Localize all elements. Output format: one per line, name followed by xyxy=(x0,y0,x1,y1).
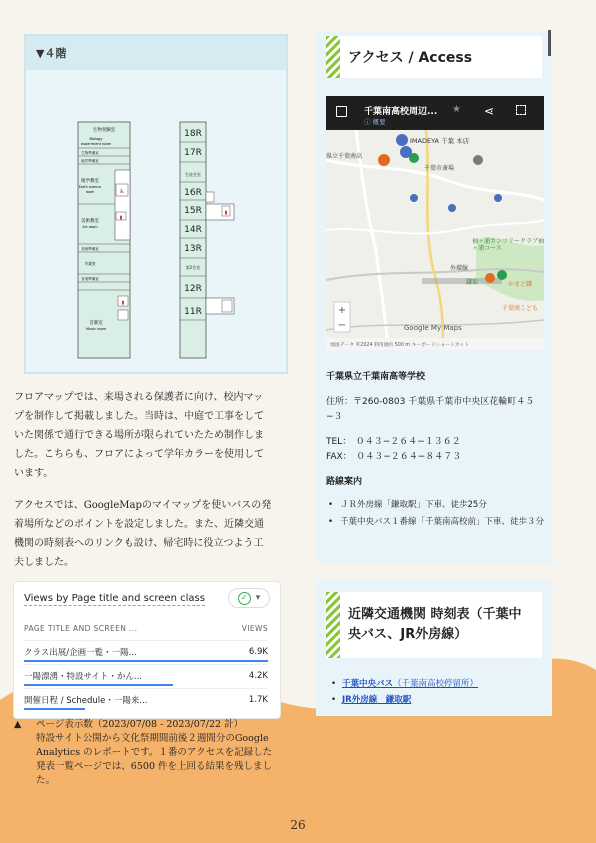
share-icon[interactable]: ⋖ xyxy=(484,104,495,118)
access-card xyxy=(316,32,552,564)
stripe-decoration xyxy=(326,36,340,78)
svg-text:地学教室: 地学教室 xyxy=(81,179,99,184)
svg-text:美術教室: 美術教室 xyxy=(81,219,99,224)
timetable-heading: 近隣交通機関 時刻表（千葉中央バス、JR外房線） xyxy=(326,592,542,658)
access-heading: アクセス / Access xyxy=(326,36,542,78)
svg-text:生物準備室: 生物準備室 xyxy=(81,151,99,155)
access-description: アクセスでは、GoogleMapのマイマップを使いバスの発着場所などのポイントを設定しました。また、近隣交通機関の時刻表へのリンクも設け、帰宅時に役立つよう工夫しました。 xyxy=(14,500,272,568)
table-row[interactable]: 開催日程 / Schedule・一陽来... 1.7K xyxy=(24,688,268,710)
svg-text:11R: 11R xyxy=(184,307,202,317)
map-label-golf: 袖ヶ浦カンツリークラブ袖ヶ浦コース xyxy=(472,238,544,252)
page-number: 26 xyxy=(290,818,306,832)
map-label-kamado: かまど鎌 xyxy=(508,281,533,288)
views-bar xyxy=(24,660,268,662)
list-item xyxy=(330,676,478,692)
map-toolbar: 千葉南高校周辺... ⓘ 概要 ★ ⋖ xyxy=(326,96,544,130)
address: 住所：〒260-0803 千葉県千葉市中央区花輪町４５−３ xyxy=(326,397,535,422)
map-label-route: 外環線 xyxy=(450,265,469,272)
svg-text:地学準備室: 地学準備室 xyxy=(81,159,99,163)
svg-text:12R: 12R xyxy=(184,284,202,294)
map-footer: 地図データ ©2024 利用規約 500 m キーボードショートカット xyxy=(330,343,469,348)
analytics-title: Views by Page title and screen class xyxy=(24,593,205,604)
svg-text:Earth science: Earth science xyxy=(78,185,102,189)
floor-map xyxy=(26,72,286,372)
google-map[interactable] xyxy=(326,96,544,350)
svg-text:17R: 17R xyxy=(184,148,202,158)
svg-text:生物実験室: 生物実験室 xyxy=(92,128,116,133)
map-label-church: 千葉市斎場 xyxy=(424,165,455,172)
timetable-card xyxy=(316,580,552,716)
analytics-table-header: PAGE TITLE AND SCREEN ... VIEWS xyxy=(24,624,268,633)
svg-text:第2会室: 第2会室 xyxy=(185,265,201,270)
timetable-links xyxy=(330,676,478,708)
zoom-out-icon[interactable]: − xyxy=(337,320,347,331)
school-info: 千葉県立千葉南高等学校 住所：〒260-0803 千葉県千葉市中央区花輪町４５−３ TEL： ０４３−２６４−１３６２ FAX： ０４３−２６４−８４７３ 路線案内 • ＪＲ外房線「鎌取駅」下車、徒歩25分 • 千葉中央バス１番線「千葉南高校前」下車、徒歩３分 xyxy=(326,370,546,532)
triangle-icon: ▲ xyxy=(14,719,22,730)
svg-text:experiment room: experiment room xyxy=(80,142,112,146)
analytics-caption: ▲ ページ表示数（2023/07/08 - 2023/07/22 計） 特設サイト公開から文化祭期間前後２週間分のGoogle Analytics のレポートです。１番のアクセスを記録した発表一覧ページでは、6500 件を上回る結果を残しました。 xyxy=(14,719,273,786)
map-label-imadeya: IMADEYA 千葉 本店 xyxy=(410,137,470,145)
svg-text:音楽準備室: 音楽準備室 xyxy=(81,277,99,281)
floor-header[interactable]: ▼４階 xyxy=(26,36,286,70)
fax-line: FAX： ０４３−２６４−８４７３ xyxy=(326,452,462,462)
bus-timetable-link[interactable]: 千葉中央バス xyxy=(342,679,394,689)
floor-map-panel xyxy=(24,34,288,374)
table-row[interactable]: 一陽漂湧・特設サイト・かん... 4.2K xyxy=(24,664,268,686)
svg-text:16R: 16R xyxy=(184,188,202,198)
chevron-down-icon: ▾ xyxy=(255,593,261,603)
zoom-in-icon[interactable]: + xyxy=(337,305,347,316)
views-bar xyxy=(24,684,173,686)
fullscreen-icon[interactable] xyxy=(516,105,526,115)
floor-map-description: フロアマップでは、来場される保護者に向け、校内マップを制作して掲載しました。当時は、中庭で工事をしていた関係で通行できる場所が限られていたため制作しました。こちらも、フロアによって学年カラーを使用しています。 xyxy=(14,392,264,479)
scrollbar[interactable] xyxy=(548,30,551,56)
tel-line: TEL： ０４３−２６４−１３６２ xyxy=(326,437,461,447)
map-label-chiba-south: 千葉南こども xyxy=(502,305,539,312)
views-bar xyxy=(24,708,85,710)
svg-text:Music room: Music room xyxy=(85,327,107,331)
svg-text:卒業室: 卒業室 xyxy=(84,261,96,266)
svg-text:15R: 15R xyxy=(184,206,202,216)
star-icon[interactable]: ★ xyxy=(452,104,461,115)
map-legend-icon[interactable] xyxy=(336,106,347,117)
svg-text:美術準備室: 美術準備室 xyxy=(81,247,99,251)
map-canvas[interactable] xyxy=(326,130,544,350)
svg-text:Art room: Art room xyxy=(82,225,98,229)
svg-text:13R: 13R xyxy=(184,244,202,254)
route-list xyxy=(326,498,546,530)
stripe-decoration xyxy=(326,592,340,658)
check-icon: ✓ xyxy=(238,592,251,605)
map-label-school: 県立千葉南高 xyxy=(326,153,363,160)
google-logo: Google My Maps xyxy=(404,324,462,332)
svg-text:room: room xyxy=(85,190,95,194)
map-label-kamatori: 鎌取 xyxy=(466,279,479,286)
svg-text:生徒会室: 生徒会室 xyxy=(185,172,201,177)
analytics-card xyxy=(14,582,280,718)
svg-text:▮: ▮ xyxy=(224,210,228,216)
bus-stop-link[interactable]: （千葉南高校停留所） xyxy=(393,679,479,689)
svg-text:音楽室: 音楽室 xyxy=(89,321,103,326)
table-row[interactable]: クラス出展/企画一覧・一陽... 6.9K xyxy=(24,640,268,662)
svg-text:Biology: Biology xyxy=(89,137,103,141)
list-item: • ＪＲ外房線「鎌取駅」下車、徒歩25分 xyxy=(326,498,546,513)
svg-text:♿: ♿ xyxy=(119,188,125,195)
map-subtitle[interactable]: ⓘ 概要 xyxy=(364,118,386,126)
list-item xyxy=(330,692,478,708)
list-item: • 千葉中央バス１番線「千葉南高校前」下車、徒歩３分 xyxy=(326,515,546,530)
jr-timetable-link[interactable]: JR外房線 鎌取駅 xyxy=(342,695,412,705)
svg-text:14R: 14R xyxy=(184,225,202,235)
route-heading: 路線案内 xyxy=(326,477,363,487)
analytics-compare-button[interactable] xyxy=(228,588,270,608)
svg-text:▮: ▮ xyxy=(121,300,125,306)
svg-text:18R: 18R xyxy=(184,129,202,139)
svg-text:▮: ▮ xyxy=(119,215,123,221)
